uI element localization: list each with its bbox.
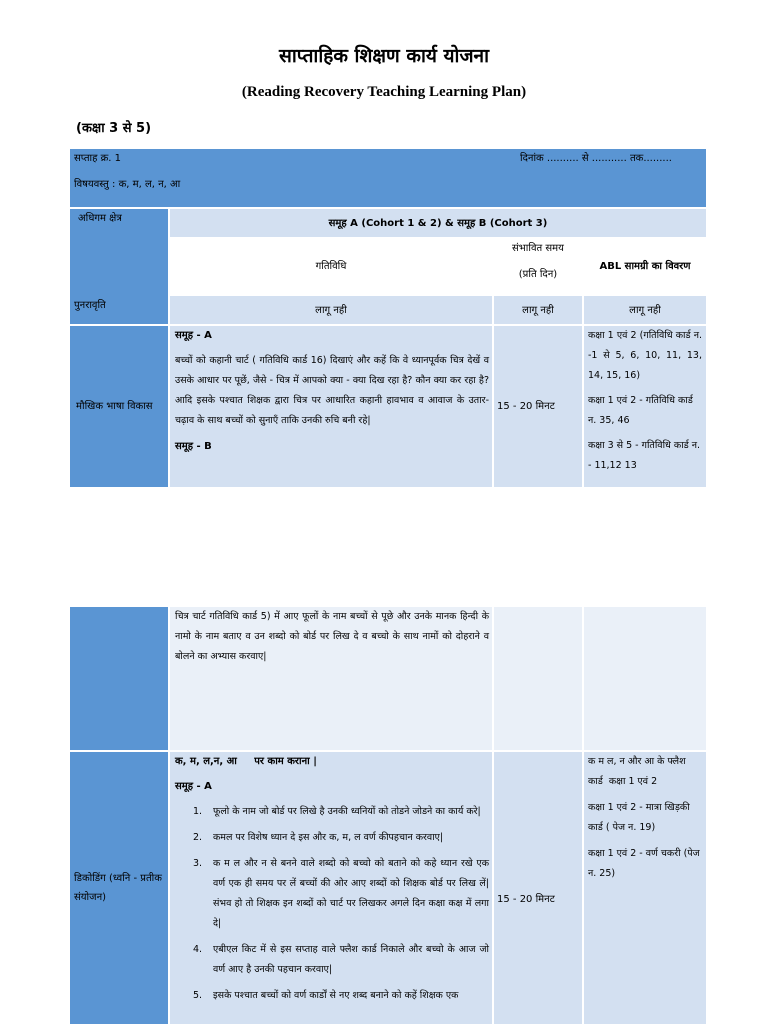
decoding-step <box>193 940 489 980</box>
step-number: 4. <box>193 944 203 955</box>
step-text: इसके पश्चात बच्चों को वर्ण कार्डों से नए शब्द बनाने को कहें शिक्षक एक <box>213 990 459 1001</box>
area-header-label: अधिगम क्षेत्र <box>78 213 122 224</box>
decoding-abl-2: कक्षा 1 एवं 2 - मात्रा खिड़की कार्ड ( पेज न. 19) <box>588 802 690 833</box>
step-text: कमल पर विशेष ध्यान दे इस और क, म, ल वर्ण कीपहचान करवाए| <box>213 832 444 843</box>
decoding-step <box>193 854 489 934</box>
decoding-abl-3: कक्षा 1 एवं 2 - वर्ण चकरी (पेज न. 25) <box>588 848 700 879</box>
oral-abl-3: कक्षा 3 से 5 - गतिविधि कार्ड न. - 11,12 13 <box>588 440 701 471</box>
oral-activity-cell <box>170 326 492 487</box>
step-text: क म ल और न से बनने वाले शब्दो को बच्चो को बताने को कहे ध्यान रखे एक वर्ण एक ही समय पर लें बच्चों की ओर आए शब्दों को शिक्षक बोर्ड पर लिख लें| संभव हो तो शिक्षक इन शब्दों को चार्ट पर लिखकर अगले दिन कक्षा कक्ष में लगा दे| <box>213 858 489 929</box>
col-header-activity: गतिविधि <box>170 239 492 293</box>
oral-cont-abl-cell <box>584 607 706 750</box>
oral-activity-text: बच्चों को कहानी चार्ट ( गतिविधि कार्ड 16) दिखाएं और कहें कि वे ध्यानपूर्वक चित्र देखें व उसके आधार पर पूछें, जैसे - चित्र में आपको क्या - क्या दिख रहा है? कौन क्या कर रहा है? आदि इसके पश्चात शिक्षक द्वारा चित्र पर आधारित कहानी हावभाव व आवाज के उतार-चढ़ाव के साथ बच्चों को सुनाएँ ताकि उनकी रुचि बनी रहे| <box>175 355 489 426</box>
step-number: 1. <box>193 806 203 817</box>
step-number: 3. <box>193 858 203 869</box>
oral-group-b: समूह - B <box>175 441 212 452</box>
week-header-block <box>70 149 706 207</box>
step-number: 2. <box>193 832 203 843</box>
decoding-abl-1: क म ल, न और आ के फ्लैश कार्ड कक्षा 1 एवं 2 <box>588 756 689 787</box>
col-header-time-line1: संभावित समय <box>512 243 564 254</box>
oral-group-a: समूह - A <box>175 330 212 341</box>
step-text: एबीएल किट में से इस सप्ताह वाले फ्लैश कार्ड निकाले और बच्चो के आज जो वर्ण आए है उनकी पहचान करवाए| <box>213 944 489 975</box>
oral-label: मौखिक भाषा विकास <box>76 401 153 412</box>
oral-time: 15 - 20 मिनट <box>494 326 582 487</box>
decoding-time: 15 - 20 मिनट <box>497 894 555 905</box>
decoding-step <box>193 986 489 1006</box>
decoding-group-a: समूह - A <box>175 781 212 792</box>
decoding-intro: क, म, ल,न, आ पर काम कराना | <box>175 756 317 767</box>
revision-label: पुनरावृति <box>70 296 168 324</box>
step-number: 5. <box>193 990 203 1001</box>
date-range: दिनांक .......... से ........... तक......... <box>520 153 672 164</box>
revision-activity: लागू नही <box>170 296 492 324</box>
decoding-steps <box>175 802 489 1006</box>
decoding-time-cell <box>494 752 582 1024</box>
group-header: समूह A (Cohort 1 & 2) & समूह B (Cohort 3) <box>170 209 706 237</box>
oral-abl-cell <box>584 326 706 487</box>
step-text: फूलो के नाम जो बोर्ड पर लिखे है उनकी ध्वनियों को तोडने जोडने का कार्य करे| <box>213 806 481 817</box>
oral-label-cell <box>70 326 168 487</box>
oral-cont-activity-cell <box>170 607 492 750</box>
week-number: सप्ताह क्र. 1 <box>74 153 122 164</box>
oral-abl-2: कक्षा 1 एवं 2 - गतिविधि कार्ड न. 35, 46 <box>588 395 693 426</box>
decoding-label-cell <box>70 752 168 1024</box>
decoding-step <box>193 828 489 848</box>
oral-abl-1: कक्षा 1 एवं 2 (गतिविधि कार्ड न. -1 से 5, 6, 10, 11, 13, 14, 15, 16) <box>588 330 702 381</box>
decoding-step <box>193 802 489 822</box>
revision-time: लागू नही <box>494 296 582 324</box>
col-header-abl: ABL सामग्री का विवरण <box>584 239 706 293</box>
decoding-activity-cell <box>170 752 492 1024</box>
decoding-abl-cell <box>584 752 706 1024</box>
oral-cont-label-cell <box>70 607 168 750</box>
decoding-label: डिकोडिंग (ध्वनि - प्रतीक संयोजन) <box>74 873 162 903</box>
grade-range: (कक्षा 3 से 5) <box>76 121 152 136</box>
topic: विषयवस्तु : क, म, ल, न, आ <box>74 179 181 190</box>
col-header-time <box>494 239 582 293</box>
page-subtitle: (Reading Recovery Teaching Learning Plan) <box>241 84 527 100</box>
col-header-time-line2: (प्रति दिन) <box>518 269 558 280</box>
oral-cont-time-cell <box>494 607 582 750</box>
page-title: साप्ताहिक शिक्षण कार्य योजना <box>278 45 490 67</box>
oral-cont-text: चित्र चार्ट गतिविधि कार्ड 5) में आए फूलों के नाम बच्चों से पूछे और उनके मानक हिन्दी के नामो के नाम बताए व उन शब्दो को बोर्ड पर लिख दे व बच्चो के साथ नामों को दोहराने व बोलने का अभ्यास करवाए| <box>175 611 489 662</box>
revision-abl: लागू नही <box>584 296 706 324</box>
